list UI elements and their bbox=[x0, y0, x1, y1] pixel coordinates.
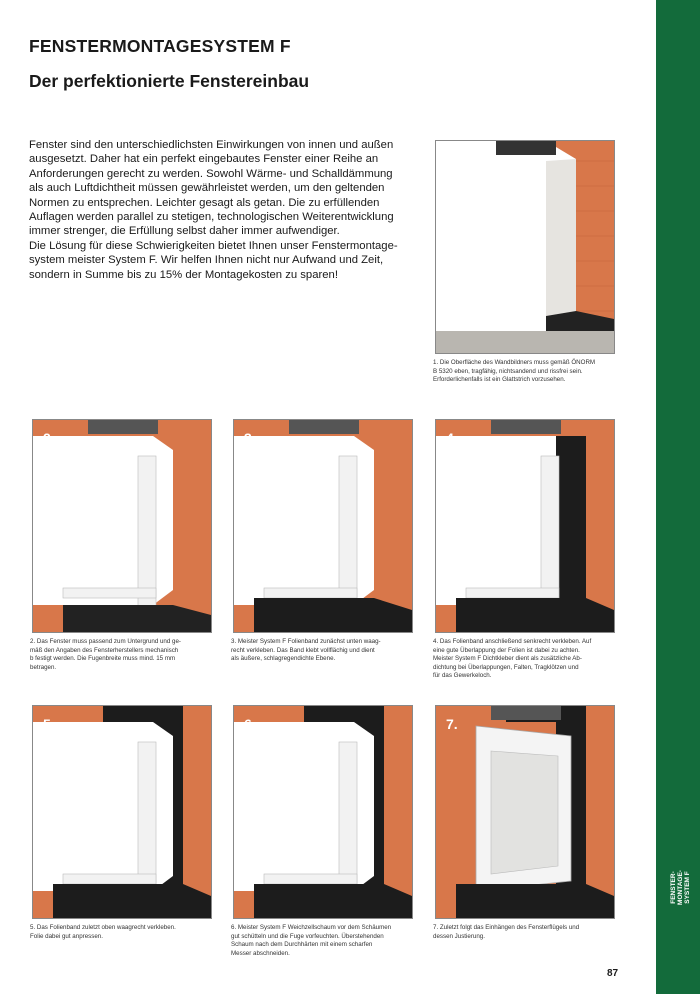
step-7-caption bbox=[433, 924, 619, 941]
caption-line: 7. Zuletzt folgt das Einhängen des Fensterflügels und bbox=[433, 924, 580, 931]
step-6-caption bbox=[231, 924, 417, 958]
step-number: 3. bbox=[244, 430, 256, 446]
green-sidebar bbox=[656, 0, 700, 994]
sash-hung-illustration bbox=[436, 706, 614, 918]
intro-line: Normen zu entsprechen. Leichter gesagt als getan. Die zu erfüllenden bbox=[29, 196, 380, 209]
step-6-illustration bbox=[233, 705, 413, 919]
foil-bottom-illustration bbox=[234, 420, 412, 632]
caption-line: B 5320 eben, tragfähig, nichtsandend und rissfrei sein. bbox=[433, 367, 583, 375]
section-tab-line: FENSTER- bbox=[669, 870, 677, 904]
step-2-caption bbox=[30, 638, 216, 672]
wall-opening-illustration bbox=[436, 141, 614, 353]
window-mounted-illustration bbox=[33, 420, 211, 632]
step-number: 7. bbox=[446, 716, 458, 732]
intro-line: ausgesetzt. Daher hat ein perfekt eingebautes Fenster einer Reihe an bbox=[29, 153, 379, 166]
step-1-caption bbox=[433, 359, 619, 385]
step-5-illustration bbox=[32, 705, 212, 919]
caption-line: Schaum nach dem Durchhärten mit einem scharfen bbox=[231, 941, 373, 948]
foam-illustration bbox=[234, 706, 412, 918]
caption-line: dichtung bei Überlappungen, Falten, Tragklötzen und bbox=[433, 663, 579, 671]
intro-line: system meister System F. Wir helfen Ihnen nicht nur Aufwand und Zeit, bbox=[29, 254, 384, 267]
intro-line: als auch Luftdichtheit müssen gewährleistet werden, um den geltenden bbox=[29, 182, 385, 195]
caption-line: b festigt werden. Die Fugenbreite muss mind. 15 mm bbox=[30, 655, 176, 662]
step-3-caption bbox=[231, 638, 417, 664]
step-4-illustration bbox=[435, 419, 615, 633]
step-7-illustration bbox=[435, 705, 615, 919]
step-3-illustration bbox=[233, 419, 413, 633]
page-subtitle: Der perfektionierte Fenstereinbau bbox=[29, 71, 310, 91]
caption-line: für das Gewerkeloch. bbox=[433, 672, 492, 679]
caption-line: eine gute Überlappung der Folien ist dabei zu achten. bbox=[433, 646, 580, 654]
caption-line: 6. Meister System F Weichzellschaum vor dem Schäumen bbox=[231, 924, 392, 931]
caption-line: mäß den Angaben des Fensterherstellers mechanisch bbox=[30, 646, 179, 654]
caption-line: 5. Das Folienband zuletzt oben waagrecht verkleben. bbox=[30, 924, 176, 931]
caption-line: gut schütteln und die Fuge vorfeuchten. Überstehenden bbox=[231, 932, 384, 940]
step-1-illustration bbox=[435, 140, 615, 354]
intro-line: immer strenger, die Erfüllung selbst daher immer aufwendiger. bbox=[29, 225, 340, 238]
page-number: 87 bbox=[607, 968, 619, 979]
caption-line: Meister System F Dichtkleber dient als zusätzliche Ab- bbox=[433, 655, 582, 662]
intro-line: Fenster sind den unterschiedlichsten Einwirkungen von innen und außen bbox=[29, 139, 394, 151]
caption-line: betragen. bbox=[30, 663, 57, 671]
step-number: 1. bbox=[446, 151, 458, 167]
step-4-caption bbox=[433, 638, 619, 681]
step-5-caption bbox=[30, 924, 216, 941]
intro-line: sondern in Summe bis zu 15% der Montagekosten zu sparen! bbox=[29, 268, 338, 281]
caption-line: 2. Das Fenster muss passend zum Untergrund und ge- bbox=[30, 638, 181, 645]
step-number: 4. bbox=[446, 430, 458, 446]
intro-line: Anforderungen gerecht zu werden. Sowohl Wärme- und Schalldämmung bbox=[29, 167, 393, 180]
caption-line: Folie dabei gut anpressen. bbox=[30, 932, 103, 940]
caption-line: als äußere, schlagregendichte Ebene. bbox=[231, 655, 336, 662]
caption-line: 1. Die Oberfläche des Wandbildners muss gemäß ÖNORM bbox=[433, 359, 596, 366]
section-tab bbox=[660, 862, 700, 912]
intro-line: Auflagen werden parallel zu stetigen, technologischen Weiterentwicklung bbox=[29, 211, 394, 224]
caption-line: 3. Meister System F Folienband zunächst unten waag- bbox=[231, 638, 381, 645]
foil-top-illustration bbox=[33, 706, 211, 918]
step-2-illustration bbox=[32, 419, 212, 633]
step-number: 2. bbox=[43, 430, 55, 446]
foil-vertical-illustration bbox=[436, 420, 614, 632]
step-number: 5. bbox=[43, 716, 55, 732]
intro-text bbox=[29, 138, 414, 282]
caption-line: Erforderlichenfalls ist ein Glattstrich vorzusehen. bbox=[433, 376, 566, 383]
caption-line: Messer abschneiden. bbox=[231, 949, 290, 957]
caption-line: recht verkleben. Das Band klebt vollflächig und dient bbox=[231, 646, 375, 654]
section-tab-line: SYSTEM F bbox=[683, 870, 691, 904]
caption-line: 4. Das Folienband anschließend senkrecht verkleben. Auf bbox=[433, 638, 592, 645]
page-title: FENSTERMONTAGESYSTEM F bbox=[29, 36, 291, 56]
intro-line: Die Lösung für diese Schwierigkeiten bietet Ihnen unser Fenstermontage- bbox=[29, 239, 398, 252]
step-number: 6. bbox=[244, 716, 256, 732]
section-tab-line: MONTAGE- bbox=[676, 869, 684, 905]
caption-line: dessen Justierung. bbox=[433, 932, 485, 940]
